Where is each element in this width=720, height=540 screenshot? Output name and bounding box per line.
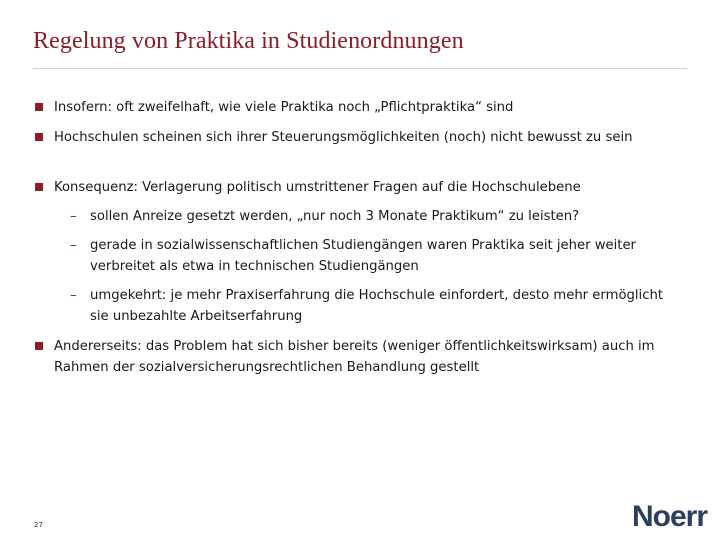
bullet-item (54, 177, 680, 198)
slide-title: Regelung von Praktika in Studienordnungen (33, 28, 464, 54)
bullet-item (54, 97, 680, 118)
sub-bullet-text: umgekehrt: je mehr Praxiserfahrung die Hochschule einfordert, desto mehr ermöglicht sie unbezahlte Arbeitserfahrung (90, 288, 663, 324)
dash-bullet-icon: – (70, 288, 77, 303)
bullet-text: Andererseits: das Problem hat sich bisher bereits (weniger öffentlichkeitswirksam) auch im Rahmen der sozialversicherungsrechtlichen Behandlung gestellt (54, 339, 655, 375)
page-number: 27 (34, 521, 43, 529)
square-bullet-icon (35, 103, 43, 111)
dash-bullet-icon: – (70, 209, 77, 224)
sub-bullet-item (70, 206, 680, 227)
sub-bullet-text: gerade in sozialwissenschaftlichen Studiengängen waren Praktika seit jeher weiter verbreitet als etwa in technischen Studiengängen (90, 238, 636, 274)
bullet-item (54, 336, 680, 378)
square-bullet-icon (35, 183, 43, 191)
bullet-text: Insofern: oft zweifelhaft, wie viele Praktika noch „Pflichtpraktika“ sind (54, 100, 514, 115)
square-bullet-icon (35, 342, 43, 350)
dash-bullet-icon: – (70, 238, 77, 253)
noerr-logo: Noerr (632, 500, 708, 533)
bullet-item (54, 127, 680, 148)
sub-bullet-item (70, 285, 680, 327)
bullet-text: Hochschulen scheinen sich ihrer Steuerungsmöglichkeiten (noch) nicht bewusst zu sein (54, 130, 633, 145)
sub-bullet-item (70, 235, 680, 277)
bullet-text: Konsequenz: Verlagerung politisch umstrittener Fragen auf die Hochschulebene (54, 180, 581, 195)
sub-bullet-text: sollen Anreize gesetzt werden, „nur noch 3 Monate Praktikum“ zu leisten? (90, 209, 580, 224)
square-bullet-icon (35, 133, 43, 141)
